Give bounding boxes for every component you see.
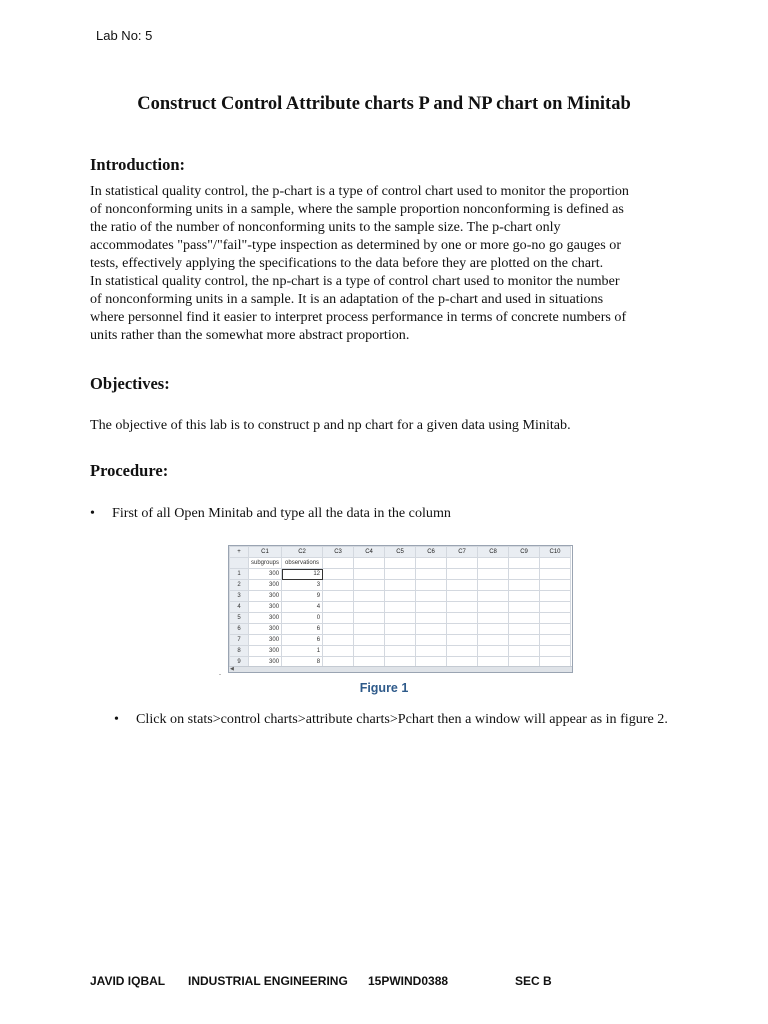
data-cell[interactable]: 300 xyxy=(249,591,282,602)
empty-cell[interactable] xyxy=(416,646,447,657)
procedure-heading: Procedure: xyxy=(90,461,169,480)
empty-cell[interactable] xyxy=(509,569,540,580)
column-header-row xyxy=(230,547,571,558)
intro-line: of nonconforming units in a sample, where the sample proportion nonconforming is defined as xyxy=(90,201,624,217)
intro-line: accommodates "pass"/"fail"-type inspection as determined by one or more go-no go gauges or xyxy=(90,237,622,253)
row-header: 7 xyxy=(230,635,249,646)
column-name-cell[interactable]: subgroups xyxy=(249,558,282,569)
intro-line: the ratio of the number of nonconforming units to the sample size. The p-chart only xyxy=(90,219,561,235)
data-cell[interactable]: 300 xyxy=(249,602,282,613)
worksheet-grid xyxy=(229,546,571,668)
figure-caption: Figure 1 xyxy=(359,681,409,695)
intro-line: of nonconforming units in a sample. It is an adaptation of the p-chart and used in situations xyxy=(90,291,604,307)
empty-cell[interactable] xyxy=(478,580,509,591)
data-cell[interactable]: 300 xyxy=(249,624,282,635)
document-title: Construct Control Attribute charts P and NP chart on Minitab xyxy=(137,94,631,114)
empty-cell[interactable] xyxy=(354,591,385,602)
empty-cell[interactable] xyxy=(416,569,447,580)
data-cell[interactable]: 300 xyxy=(249,635,282,646)
row-header: 2 xyxy=(230,580,249,591)
empty-cell[interactable] xyxy=(540,558,571,569)
empty-cell[interactable] xyxy=(447,558,478,569)
empty-cell[interactable] xyxy=(447,635,478,646)
table-row xyxy=(230,646,571,657)
empty-cell[interactable] xyxy=(509,613,540,624)
row-header xyxy=(230,558,249,569)
empty-cell[interactable] xyxy=(323,558,354,569)
column-name-cell[interactable]: observations xyxy=(282,558,323,569)
column-header[interactable]: C7 xyxy=(447,547,478,558)
data-cell[interactable]: 6 xyxy=(282,635,323,646)
data-cell[interactable]: 300 xyxy=(249,580,282,591)
empty-cell[interactable] xyxy=(354,558,385,569)
row-header: 6 xyxy=(230,624,249,635)
empty-cell[interactable] xyxy=(540,646,571,657)
procedure-step-1 xyxy=(90,503,680,524)
empty-cell[interactable] xyxy=(447,569,478,580)
row-header: 1 xyxy=(230,569,249,580)
empty-cell[interactable] xyxy=(416,591,447,602)
row-header: 5 xyxy=(230,613,249,624)
data-cell[interactable]: 9 xyxy=(282,591,323,602)
column-header[interactable]: C10 xyxy=(540,547,571,558)
empty-cell[interactable] xyxy=(540,591,571,602)
data-cell[interactable]: 0 xyxy=(282,613,323,624)
footer-department: INDUSTRIAL ENGINEERING xyxy=(188,974,348,988)
empty-cell[interactable] xyxy=(354,646,385,657)
column-header[interactable]: C9 xyxy=(509,547,540,558)
intro-line: where personnel find it easier to interpret process performance in terms of concrete numbers of xyxy=(90,309,627,325)
empty-cell[interactable] xyxy=(509,558,540,569)
empty-cell[interactable] xyxy=(478,646,509,657)
empty-cell[interactable] xyxy=(323,613,354,624)
empty-cell[interactable] xyxy=(323,591,354,602)
empty-cell[interactable] xyxy=(478,635,509,646)
column-name-row xyxy=(230,558,571,569)
empty-cell[interactable] xyxy=(447,591,478,602)
data-cell[interactable]: 8 xyxy=(282,657,323,668)
empty-cell[interactable] xyxy=(447,624,478,635)
table-row xyxy=(230,635,571,646)
empty-cell[interactable] xyxy=(540,569,571,580)
empty-cell[interactable] xyxy=(416,613,447,624)
empty-cell[interactable] xyxy=(416,624,447,635)
empty-cell[interactable] xyxy=(385,635,416,646)
active-data-cell[interactable]: 12 xyxy=(282,569,323,580)
footer-name: JAVID IQBAL xyxy=(90,974,166,988)
minitab-worksheet xyxy=(228,545,573,673)
data-cell[interactable]: 300 xyxy=(249,569,282,580)
data-cell[interactable]: 3 xyxy=(282,580,323,591)
objectives-text: The objective of this lab is to construct p and np chart for a given data using Minitab. xyxy=(90,417,571,433)
column-header[interactable]: C1 xyxy=(249,547,282,558)
empty-cell[interactable] xyxy=(509,635,540,646)
column-header[interactable]: C5 xyxy=(385,547,416,558)
empty-cell[interactable] xyxy=(323,580,354,591)
data-cell[interactable]: 1 xyxy=(282,646,323,657)
column-header[interactable]: C8 xyxy=(478,547,509,558)
empty-cell[interactable] xyxy=(323,635,354,646)
introduction-heading: Introduction: xyxy=(90,155,186,174)
step-text: Click on stats>control charts>attribute charts>Pchart then a window will appear as in figure 2. xyxy=(136,711,668,727)
corner-cell[interactable]: + xyxy=(230,547,249,558)
intro-line: units rather than the somewhat more abstract proportion. xyxy=(90,327,410,343)
table-row xyxy=(230,580,571,591)
empty-cell[interactable] xyxy=(509,580,540,591)
empty-cell[interactable] xyxy=(540,635,571,646)
bullet-icon: • xyxy=(114,711,119,727)
table-row xyxy=(230,591,571,602)
empty-cell[interactable] xyxy=(416,558,447,569)
empty-cell[interactable] xyxy=(385,613,416,624)
empty-cell[interactable] xyxy=(354,624,385,635)
intro-line: In statistical quality control, the np-chart is a type of control chart used to monitor the number xyxy=(90,273,620,289)
empty-cell[interactable] xyxy=(385,624,416,635)
empty-cell[interactable] xyxy=(478,602,509,613)
column-header[interactable]: C4 xyxy=(354,547,385,558)
empty-cell[interactable] xyxy=(540,624,571,635)
table-row xyxy=(230,569,571,580)
empty-cell[interactable] xyxy=(416,602,447,613)
horizontal-scrollbar[interactable] xyxy=(229,666,572,672)
procedure-step-2 xyxy=(114,709,674,730)
data-cell[interactable]: 300 xyxy=(249,657,282,668)
empty-cell[interactable] xyxy=(509,624,540,635)
footer-reg-no: 15PWIND0388 xyxy=(368,974,449,988)
table-row xyxy=(230,602,571,613)
table-row xyxy=(230,613,571,624)
empty-cell[interactable] xyxy=(354,602,385,613)
empty-cell[interactable] xyxy=(509,591,540,602)
empty-cell[interactable] xyxy=(447,580,478,591)
empty-cell[interactable] xyxy=(385,558,416,569)
empty-cell[interactable] xyxy=(323,569,354,580)
column-header[interactable]: C3 xyxy=(323,547,354,558)
introduction-paragraph xyxy=(90,182,675,344)
empty-cell[interactable] xyxy=(354,569,385,580)
intro-line: tests, effectively applying the specifications to the data before they are plotted on the chart. xyxy=(90,255,604,271)
footer-section: SEC B xyxy=(515,974,552,988)
empty-cell[interactable] xyxy=(416,635,447,646)
empty-cell[interactable] xyxy=(478,613,509,624)
empty-cell[interactable] xyxy=(323,624,354,635)
empty-cell[interactable] xyxy=(354,613,385,624)
stray-mark: . xyxy=(219,668,221,677)
bullet-icon: • xyxy=(90,505,95,521)
empty-cell[interactable] xyxy=(385,569,416,580)
row-header: 9 xyxy=(230,657,249,668)
empty-cell[interactable] xyxy=(540,602,571,613)
row-header: 4 xyxy=(230,602,249,613)
empty-cell[interactable] xyxy=(509,646,540,657)
empty-cell[interactable] xyxy=(478,558,509,569)
empty-cell[interactable] xyxy=(416,580,447,591)
data-cell[interactable]: 6 xyxy=(282,624,323,635)
empty-cell[interactable] xyxy=(447,602,478,613)
data-cell[interactable]: 4 xyxy=(282,602,323,613)
data-cell[interactable]: 300 xyxy=(249,613,282,624)
scroll-left-icon[interactable]: ◀ xyxy=(230,667,234,672)
lab-number: Lab No: 5 xyxy=(96,28,153,43)
empty-cell[interactable] xyxy=(385,602,416,613)
step-text: First of all Open Minitab and type all the data in the column xyxy=(112,505,451,521)
empty-cell[interactable] xyxy=(385,646,416,657)
table-row xyxy=(230,624,571,635)
empty-cell[interactable] xyxy=(478,569,509,580)
column-header[interactable]: C2 xyxy=(282,547,323,558)
empty-cell[interactable] xyxy=(447,646,478,657)
empty-cell[interactable] xyxy=(323,646,354,657)
empty-cell[interactable] xyxy=(323,602,354,613)
empty-cell[interactable] xyxy=(447,613,478,624)
empty-cell[interactable] xyxy=(540,580,571,591)
empty-cell[interactable] xyxy=(540,613,571,624)
intro-line: In statistical quality control, the p-chart is a type of control chart used to monitor the proportion xyxy=(90,183,629,199)
empty-cell[interactable] xyxy=(478,591,509,602)
empty-cell[interactable] xyxy=(354,635,385,646)
empty-cell[interactable] xyxy=(385,580,416,591)
row-header: 8 xyxy=(230,646,249,657)
row-header: 3 xyxy=(230,591,249,602)
data-cell[interactable]: 300 xyxy=(249,646,282,657)
empty-cell[interactable] xyxy=(385,591,416,602)
empty-cell[interactable] xyxy=(354,580,385,591)
column-header[interactable]: C6 xyxy=(416,547,447,558)
empty-cell[interactable] xyxy=(509,602,540,613)
empty-cell[interactable] xyxy=(478,624,509,635)
objectives-heading: Objectives: xyxy=(90,374,170,393)
